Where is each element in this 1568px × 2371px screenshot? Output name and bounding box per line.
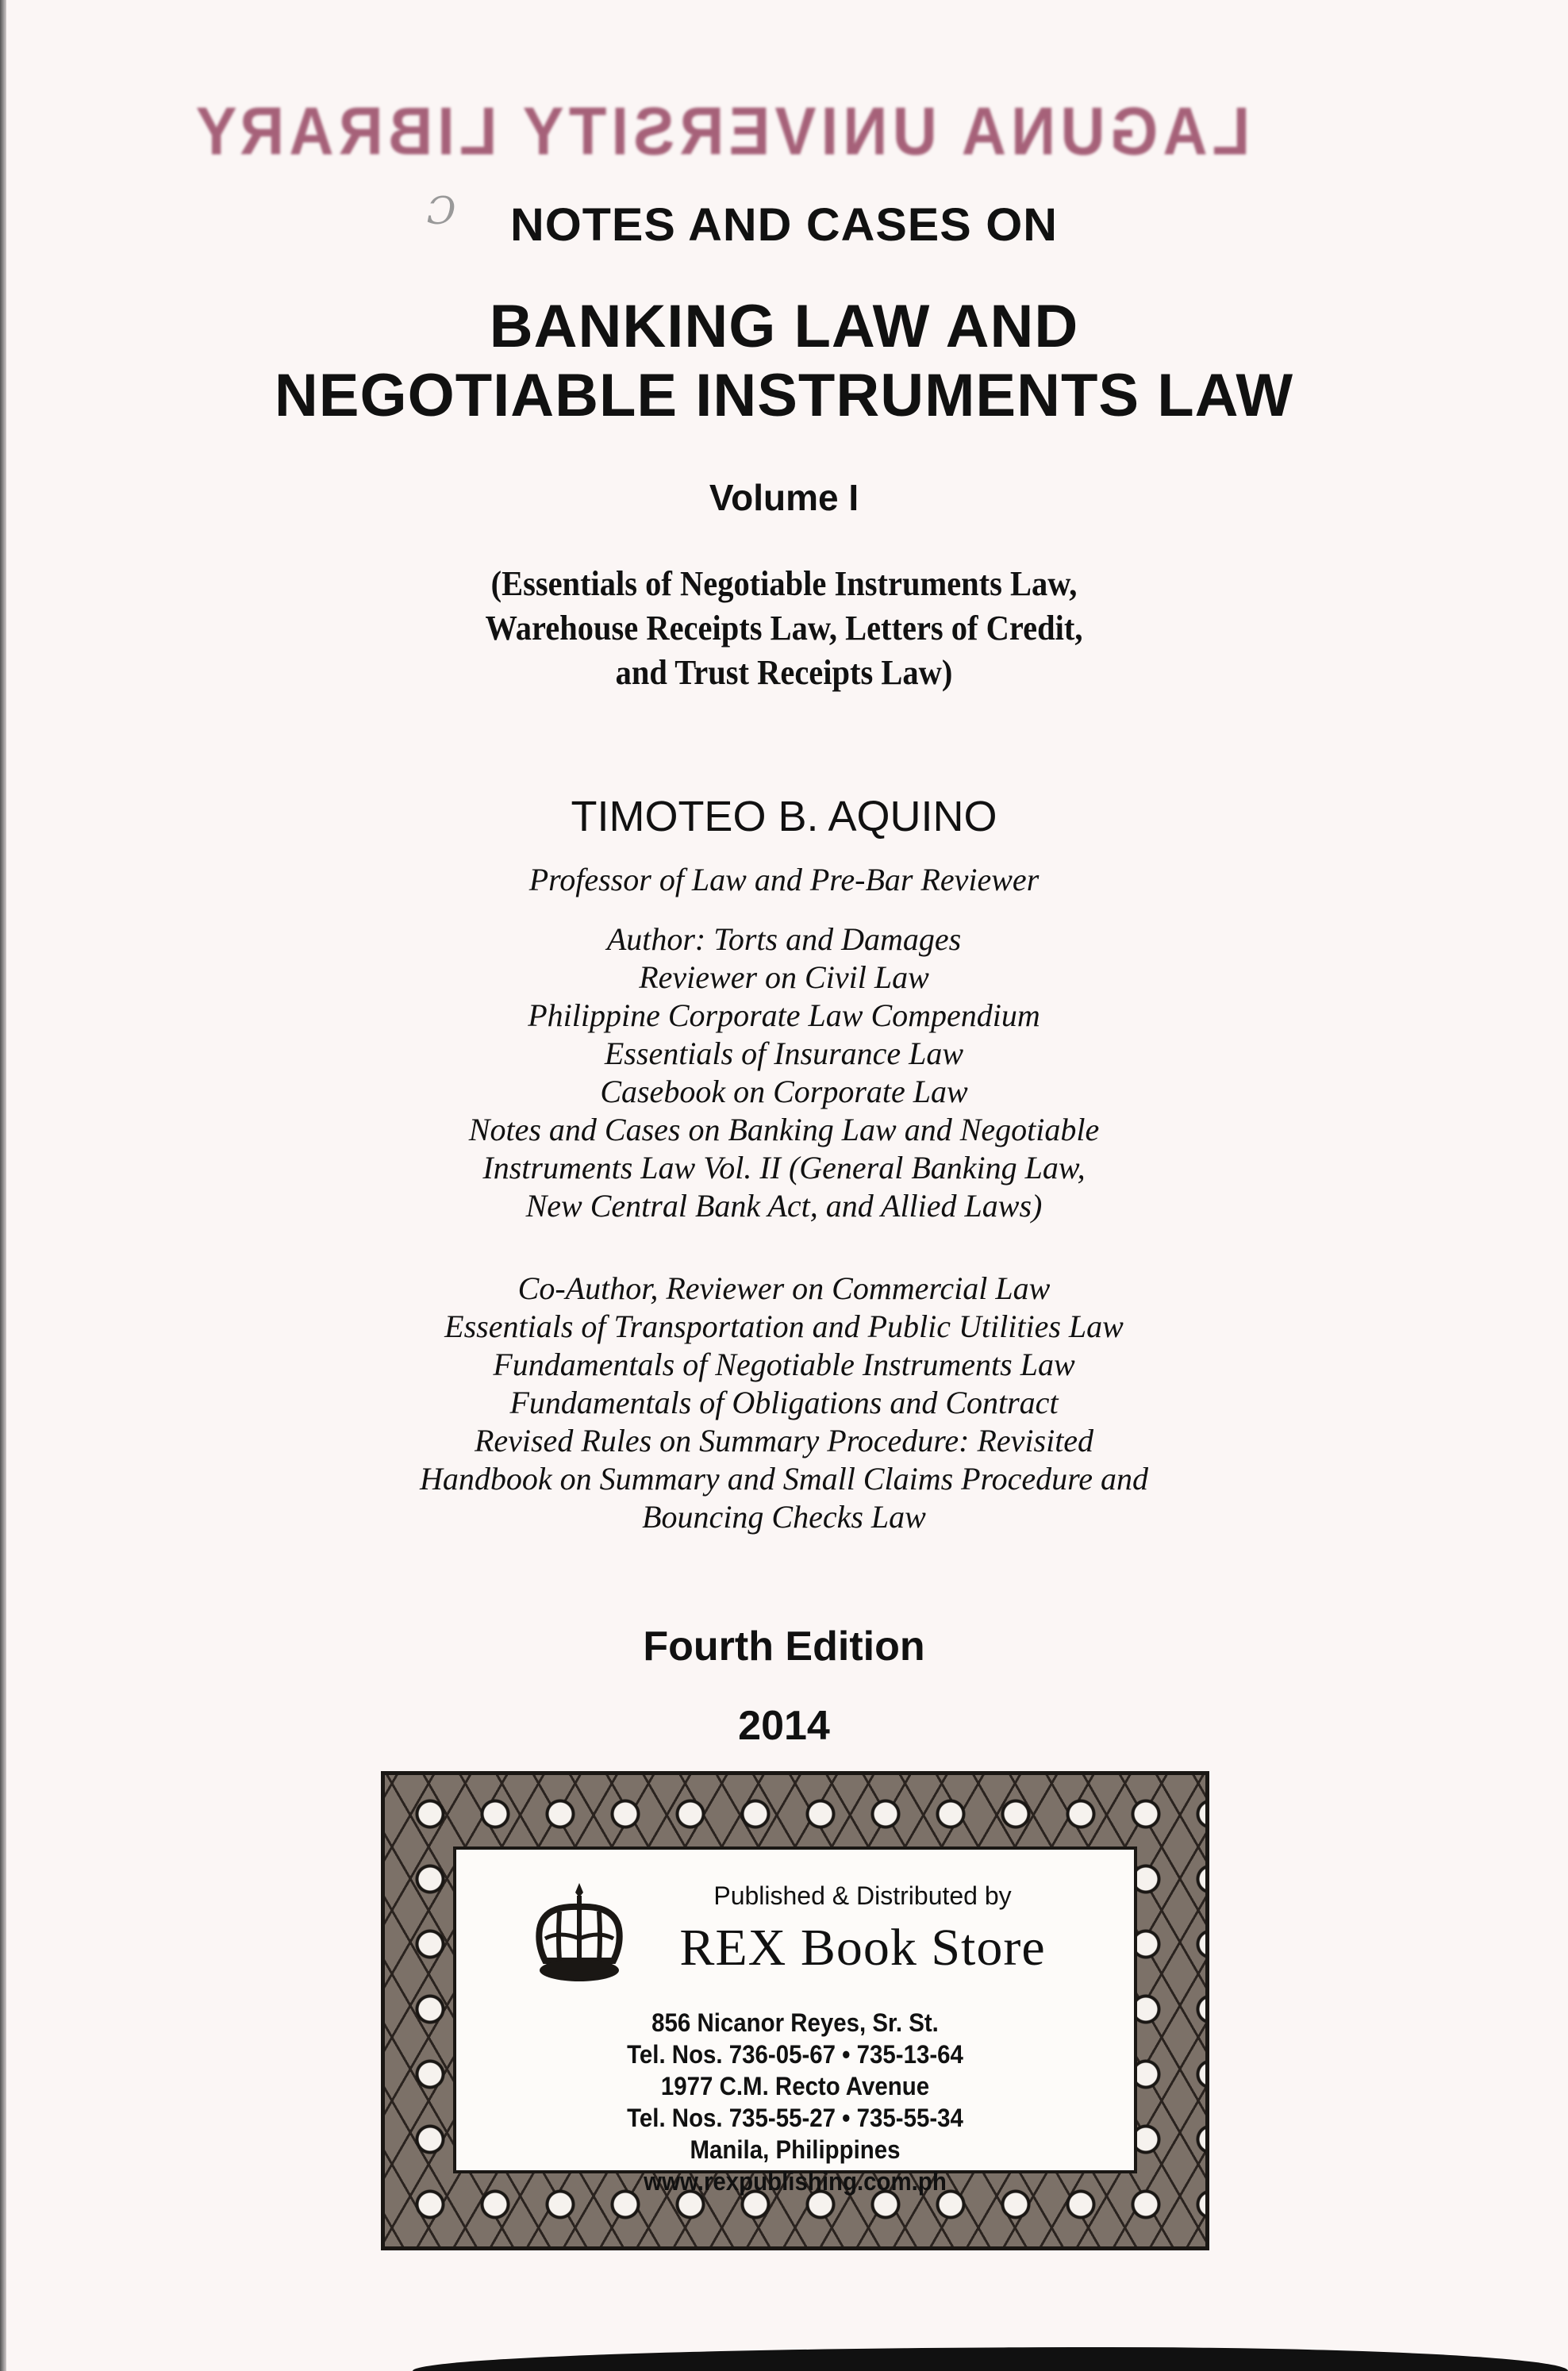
publisher-panel — [453, 1846, 1137, 2196]
subtitle-line: and Trust Receipts Law) — [615, 653, 953, 692]
work-item: Philippine Corporate Law Compendium — [528, 997, 1040, 1033]
page-shadow — [413, 2347, 1568, 2371]
work-item: Author: Torts and Damages — [606, 921, 962, 957]
author-works-list — [0, 920, 1568, 1225]
publisher-box — [381, 1771, 1209, 2250]
address-line: 856 Nicanor Reyes, Sr. St. — [651, 2008, 939, 2037]
edition-label: Fourth Edition — [643, 1624, 925, 1670]
title-line-3: NEGOTIABLE INSTRUMENTS LAW — [274, 362, 1294, 429]
work-item: Bouncing Checks Law — [642, 1499, 926, 1535]
work-item: Fundamentals of Negotiable Instruments Law — [493, 1347, 1075, 1382]
title-line-1: NOTES AND CASES ON — [509, 199, 1058, 251]
city-line: Manila, Philippines — [690, 2135, 901, 2164]
work-item: Casebook on Corporate Law — [600, 1074, 968, 1109]
work-item: Essentials of Transportation and Public Utilities Law — [444, 1308, 1124, 1344]
publisher-name: REX Book Store — [679, 1919, 1046, 1977]
author-title: Professor of Law and Pre-Bar Reviewer — [528, 862, 1040, 897]
work-item: Instruments Law Vol. II (General Banking Law, — [482, 1150, 1086, 1186]
subtitle-line: Warehouse Receipts Law, Letters of Credit, — [485, 609, 1083, 648]
subtitle — [63, 562, 1505, 695]
library-stamp: LAGUNA UNIVERSITY LIBRARY — [190, 92, 1251, 170]
work-item: New Central Bank Act, and Allied Laws) — [525, 1188, 1043, 1224]
work-item: Reviewer on Civil Law — [639, 959, 929, 995]
year-label: 2014 — [738, 1703, 830, 1749]
work-item: Fundamentals of Obligations and Contract — [509, 1385, 1059, 1420]
work-item: Essentials of Insurance Law — [604, 1036, 964, 1071]
phone-line: Tel. Nos. 735-55-27 • 735-55-34 — [627, 2104, 963, 2132]
website-link: www.rexpublishing.com.ph — [644, 2167, 947, 2196]
address-line: 1977 C.M. Recto Avenue — [660, 2072, 930, 2100]
work-item: Handbook on Summary and Small Claims Procedure and — [419, 1461, 1149, 1497]
published-by-label: Published & Distributed by — [713, 1881, 1012, 1910]
co-author-works-list — [0, 1270, 1568, 1536]
volume-label: Volume I — [709, 477, 859, 518]
work-item: Revised Rules on Summary Procedure: Revisited — [474, 1423, 1094, 1458]
phone-line: Tel. Nos. 736-05-67 • 735-13-64 — [627, 2040, 963, 2069]
title-line-2: BANKING LAW AND — [489, 293, 1079, 360]
author-name: TIMOTEO B. AQUINO — [571, 793, 997, 840]
work-item: Notes and Cases on Banking Law and Negotiable — [468, 1112, 1100, 1147]
handwritten-mark: Ɔ — [427, 189, 456, 233]
work-item: Co-Author, Reviewer on Commercial Law — [517, 1270, 1051, 1306]
subtitle-line: (Essentials of Negotiable Instruments Law, — [490, 564, 1078, 603]
